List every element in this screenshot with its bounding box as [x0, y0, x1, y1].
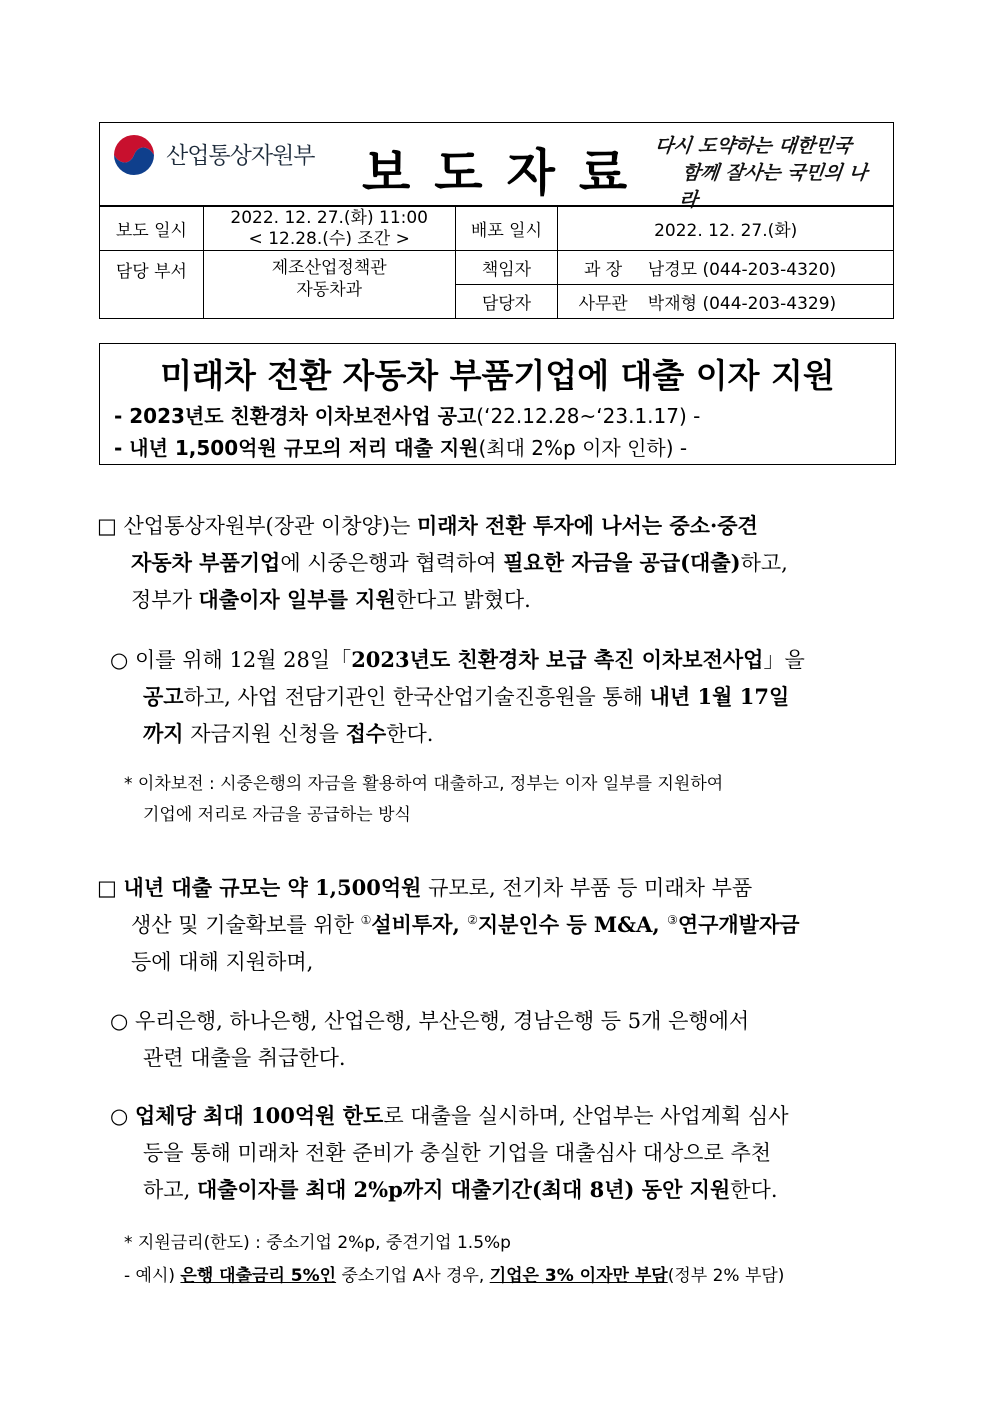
s1-l2-c: 필요한 자금을 공급(대출) [503, 550, 741, 575]
s2b-l3-c: 한다. [730, 1178, 778, 1202]
s1-l1-b: 미래차 전환 투자에 나서는 중소·중견 [416, 513, 758, 538]
section-1a-line-1 [110, 644, 805, 674]
resp-title: 과 장 [558, 251, 648, 285]
s2-l2-b: 설비투자, [371, 912, 468, 937]
s2-l2-c: 지분인수 등 M&A, [477, 912, 668, 937]
s1a-l1-c: 」을 [763, 648, 805, 672]
dept-label [100, 251, 204, 319]
s2-l2-sup1: ① [360, 913, 372, 927]
headline-sub-1 [114, 400, 700, 429]
s1-l3-a: 정부가 [131, 588, 199, 612]
headline-sub-1-rest: (‘22.12.28~‘23.1.17) - [476, 404, 701, 428]
release-label: 보도 일시 [100, 207, 204, 251]
dist-label: 배포 일시 [455, 207, 558, 251]
release-info-table [99, 206, 894, 319]
section-2b-line-3 [143, 1174, 778, 1204]
section-1a-line-3 [143, 718, 433, 748]
s1-l3-c: 한다고 밝혔다. [395, 588, 531, 612]
contact-label: 담당자 [455, 285, 558, 319]
s1-l2-d: 하고, [740, 551, 788, 575]
dist-value: 2022. 12. 27.(화) [558, 207, 894, 251]
headline-sub-1-bold: - 2023년도 친환경차 이차보전사업 공고 [114, 404, 477, 428]
section-1-line-3 [131, 584, 531, 614]
release-datetime: 2022. 12. 27.(화) 11:00 [230, 207, 429, 228]
note-3-a: - 예시) [124, 1266, 181, 1286]
section-1-line-1 [97, 510, 758, 540]
section-2-line-1 [97, 872, 752, 902]
press-release-header [99, 122, 894, 211]
contact-title: 사무관 [558, 285, 648, 319]
note-1-line-2: 기업에 저리로 자금을 공급하는 방식 [143, 805, 411, 825]
s1-l1-a: □ 산업통상자원부(장관 이창양)는 [97, 514, 417, 538]
s2b-l3-b: 대출이자를 최대 2%p까지 대출기간(최대 8년) 동안 지원 [196, 1177, 731, 1202]
s1-l2-a: 자동차 부품기업 [131, 550, 281, 575]
dept-value [203, 251, 455, 319]
section-2b-line-2: 등을 통해 미래차 전환 준비가 충실한 기업을 대출심사 대상으로 추천 [143, 1141, 772, 1165]
s2b-l3-a: 하고, [143, 1178, 197, 1202]
dept-label-text: 담당 부서 [115, 262, 187, 282]
section-2a-line-1: ○ 우리은행, 하나은행, 산업은행, 부산은행, 경남은행 등 5개 은행에서 [110, 1009, 750, 1033]
headline-main: 미래차 전환 자동차 부품기업에 대출 이자 지원 [160, 356, 835, 395]
s2-l1-c: 규모로, 전기차 부품 등 미래차 부품 [421, 876, 753, 900]
headline-sub-2-rest: (최대 2%p 이자 인하) - [478, 436, 688, 460]
headline-sub-2-bold: - 내년 1,500억원 규모의 저리 대출 지원 [114, 436, 479, 460]
section-2a-line-2: 관련 대출을 취급한다. [143, 1046, 346, 1070]
contact-name: 박재형 (044-203-4329) [648, 285, 894, 319]
s2-l2-sup3: ③ [667, 913, 678, 927]
slogan [648, 133, 887, 214]
s2-l2-d: 연구개발자금 [677, 912, 800, 937]
s2-l1-a: □ [97, 876, 124, 900]
ministry-logo-icon [110, 133, 158, 181]
s1a-l1-b: 2023년도 친환경차 보급 촉진 이차보전사업 [351, 647, 764, 672]
s1-l2-b: 에 시중은행과 협력하여 [280, 551, 504, 575]
headline-sub-2 [114, 432, 687, 461]
release-value [203, 207, 455, 251]
page-title: 보도자료 [362, 144, 652, 202]
section-1a-line-2 [143, 681, 789, 711]
s2-l1-b: 내년 대출 규모는 약 1,500억원 [123, 875, 422, 900]
note-3-d: 기업은 3% 이자만 부담 [489, 1266, 668, 1286]
note-3-e: (정부 2% 부담) [667, 1266, 785, 1286]
s1a-l2-c: 내년 1월 17일 [649, 684, 790, 709]
resp-name: 남경모 (044-203-4320) [648, 251, 894, 285]
section-2-line-3: 등에 대해 지원하며, [131, 950, 314, 974]
release-embargo: < 12.28.(수) 조간 > [248, 228, 410, 249]
note-1-line-1: * 이차보전 : 시중은행의 자금을 활용하여 대출하고, 정부는 이자 일부를 지원하여 [124, 774, 724, 794]
s2-l2-a: 생산 및 기술확보를 위한 [131, 913, 361, 937]
s1a-l3-d: 한다. [386, 722, 434, 746]
s1a-l3-c: 접수 [345, 721, 387, 746]
section-1-line-2 [131, 547, 788, 577]
note-3 [124, 1261, 784, 1286]
note-3-b: 은행 대출금리 5%인 [180, 1266, 337, 1286]
slogan-line-2: 함께 잘사는 국민의 나라 [678, 162, 869, 211]
note-2: * 지원금리(한도) : 중소기업 2%p, 중견기업 1.5%p [124, 1233, 511, 1253]
section-2b-line-1 [110, 1100, 789, 1130]
s2b-l1-b: 업체당 최대 100억원 한도 [135, 1103, 384, 1128]
note-3-c: 중소기업 A사 경우, [336, 1266, 490, 1286]
s1a-l2-b: 하고, 사업 전담기관인 한국산업기술진흥원을 통해 [183, 685, 650, 709]
headline-box [99, 343, 896, 465]
s2-l2-sup2: ② [467, 913, 478, 927]
s1a-l1-a: ○ 이를 위해 12월 28일「 [110, 648, 352, 672]
resp-label: 책임자 [455, 251, 558, 285]
section-2-line-2 [131, 909, 800, 939]
ministry-name: 산업통상자원부 [166, 143, 315, 169]
s1a-l2-a: 공고 [143, 684, 184, 709]
s2b-l1-a: ○ [110, 1104, 135, 1128]
s1a-l3-a: 까지 [143, 721, 184, 746]
s1-l3-b: 대출이자 일부를 지원 [198, 587, 396, 612]
dept-value-1: 제조산업정책관 [271, 258, 387, 278]
s2b-l1-c: 로 대출을 실시하며, 산업부는 사업계획 심사 [383, 1104, 789, 1128]
s1a-l3-b: 자금지원 신청을 [183, 722, 346, 746]
slogan-line-1: 다시 도약하는 대한민국 [653, 135, 853, 157]
dept-value-2: 자동차과 [296, 280, 363, 300]
